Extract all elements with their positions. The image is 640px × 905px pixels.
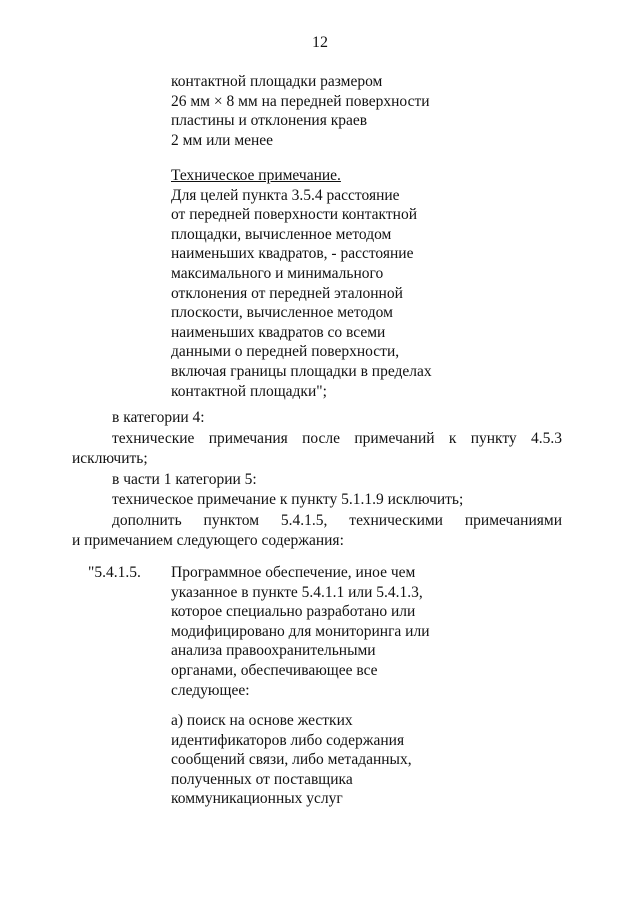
technical-note-heading: Техническое примечание. <box>171 167 341 184</box>
text-line: Для целей пункта 3.5.4 расстояние <box>171 186 400 204</box>
text-line: данными о передней поверхности, <box>171 343 400 361</box>
instruction-category-4: в категории 4: <box>112 409 205 426</box>
text-line: контактной площадки размером <box>171 73 383 90</box>
item-text <box>171 563 471 700</box>
text-line: а) поиск на основе жестких <box>171 712 353 729</box>
text-line: следующее: <box>171 681 250 699</box>
text-line: от передней поверхности контактной <box>171 206 418 224</box>
text-line: наименьших квадратов, - расстояние <box>171 245 414 263</box>
text-line: включая границы площадки в пределах <box>171 362 432 380</box>
instruction-category-5: в части 1 категории 5: <box>112 470 257 488</box>
instruction-line: исключить; <box>72 450 148 467</box>
text-line: идентификаторов либо содержания <box>171 731 405 749</box>
text-line: пластины и отклонения краев <box>171 112 368 130</box>
instruction-line: и примечанием следующего содержания: <box>72 532 344 549</box>
instruction-line: дополнить пунктом 5.4.1.5, техническими примечаниями <box>112 511 562 529</box>
text-block-continuation <box>171 72 471 150</box>
item-number: "5.4.1.5. <box>88 564 141 581</box>
text-line: сообщений связи, либо метаданных, <box>171 751 412 769</box>
text-line: которое специально разработано или <box>171 603 416 621</box>
text-line: 2 мм или менее <box>171 131 274 149</box>
text-line: модифицировано для мониторинга или <box>171 622 430 640</box>
text-line: максимального и минимального <box>171 264 384 282</box>
text-line: полученных от поставщика <box>171 770 353 788</box>
page-number: 12 <box>312 34 328 51</box>
sub-item-a <box>171 711 471 809</box>
text-line: отклонения от передней эталонной <box>171 284 403 302</box>
text-line: Программное обеспечение, иное чем <box>171 564 416 581</box>
amendment-instructions <box>72 408 562 552</box>
instruction-line: технические примечания после примечаний к пункту 4.5.3 <box>112 429 562 447</box>
text-line: наименьших квадратов со всеми <box>171 323 386 341</box>
text-line: анализа правоохранительными <box>171 642 376 660</box>
text-line: указанное в пункте 5.4.1.1 или 5.4.1.3, <box>171 583 423 601</box>
text-line: площадки, вычисленное методом <box>171 225 392 243</box>
text-line: плоскости, вычисленное методом <box>171 304 393 322</box>
technical-note <box>171 166 471 401</box>
text-line: органами, обеспечивающее все <box>171 661 378 679</box>
instruction-line: техническое примечание к пункту 5.1.1.9 исключить; <box>112 491 464 508</box>
text-line: контактной площадки"; <box>171 382 327 400</box>
text-line: 26 мм × 8 мм на передней поверхности <box>171 92 430 110</box>
text-line: коммуникационных услуг <box>171 790 343 808</box>
